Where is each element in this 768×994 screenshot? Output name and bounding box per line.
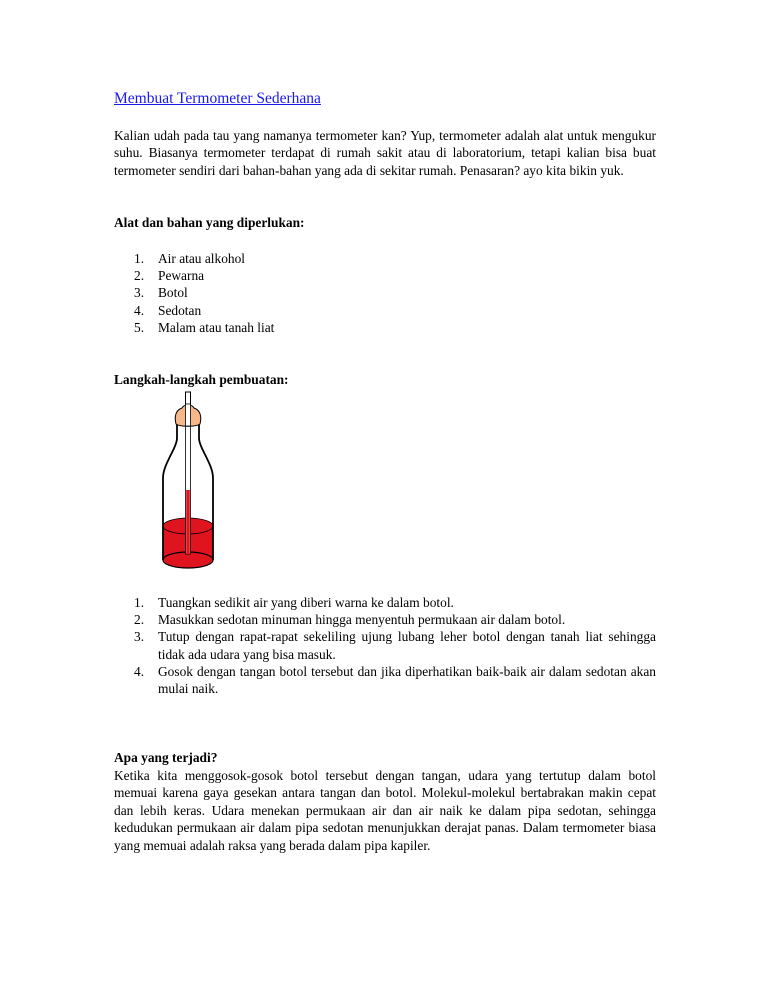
steps-list xyxy=(114,594,656,697)
list-item: 3. Tutup dengan rapat-rapat sekeliling ujung lubang leher botol dengan tanah liat sehingga tidak ada udara yang bisa masuk. xyxy=(134,629,656,662)
materials-heading: Alat dan bahan yang diperlukan: xyxy=(114,215,305,230)
result-heading: Apa yang terjadi? xyxy=(114,750,218,765)
list-item: 5. Malam atau tanah liat xyxy=(134,319,275,335)
bottle-thermometer-illustration xyxy=(160,390,220,575)
list-item: 1. Tuangkan sedikit air yang diberi warna ke dalam botol. xyxy=(134,595,454,610)
list-item: 3. Botol xyxy=(134,285,188,301)
bottle-bottom xyxy=(163,552,213,568)
list-item: 4. Sedotan xyxy=(134,302,202,318)
straw-through-stopper xyxy=(186,404,191,426)
list-item: 2. Pewarna xyxy=(134,268,205,284)
steps-heading: Langkah-langkah pembuatan: xyxy=(114,372,289,387)
intro-paragraph: Kalian udah pada tau yang namanya termometer kan? Yup, termometer adalah alat untuk mengukur suhu. Biasanya termometer terdapat di rumah sakit atau di laboratorium, tetapi kalian bisa buat termometer sendiri dari bahan-bahan yang ada di sekitar rumah. Penasaran? ayo kita bikin yuk. xyxy=(114,128,656,178)
page-title[interactable]: Membuat Termometer Sederhana xyxy=(114,90,321,107)
materials-list xyxy=(114,250,274,336)
list-item: 4. Gosok dengan tangan botol tersebut dan jika diperhatikan baik-baik air dalam sedotan akan mulai naik. xyxy=(134,663,656,697)
list-item: 2. Masukkan sedotan minuman hingga menyentuh permukaan air dalam botol. xyxy=(134,612,566,628)
list-item: 1. Air atau alkohol xyxy=(134,251,246,266)
result-paragraph: Ketika kita menggosok-gosok botol tersebut dengan tangan, udara yang tertutup dalam botol memuai karena gaya gesekan antara tangan dan botol. Molekul-molekul bertabrakan makin cepat dan lebih keras. Udara menekan permukaan air dan air naik ke dalam pipa sedotan, sehingga kedudukan permukaan air dalam pipa sedotan menunjukkan derajat panas. Dalam termometer biasa yang memuai adalah raksa yang berada dalam pipa kapiler. xyxy=(114,768,656,853)
straw-liquid xyxy=(186,490,190,554)
